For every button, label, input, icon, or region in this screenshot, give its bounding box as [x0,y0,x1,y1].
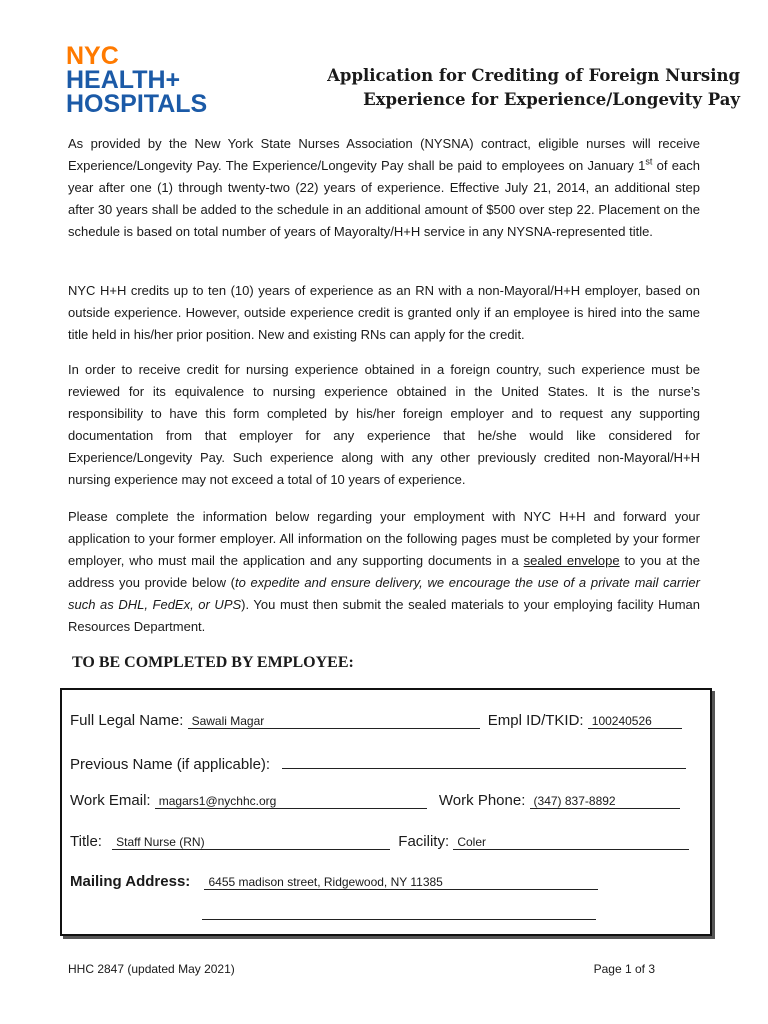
paragraph-3 [68,359,700,491]
previous-name-field[interactable] [282,754,686,769]
row-email-phone [70,792,680,809]
work-email-field[interactable]: magars1@nychhc.org [155,794,427,809]
logo-line-nyc: NYC [66,42,119,70]
section-heading: TO BE COMPLETED BY EMPLOYEE: [72,654,354,671]
mailing-address-field-2[interactable] [202,905,596,920]
p4-text-c: ). You must then submit the sealed materials to your employing facility Human Resources Department. [68,597,700,634]
logo-line-hospitals: HOSPITALS [66,90,208,118]
work-phone-field[interactable]: (347) 837-8892 [530,794,680,809]
empl-id-field[interactable]: 100240526 [588,714,682,729]
row-title-facility [70,833,689,850]
p2-text: NYC H+H credits up to ten (10) years of experience as an RN with a non-Mayoral/H+H employer, based on outside experience. However, outside experience credit is granted only if an employee is hired into the same title held in his/her prior position. New and existing RNs can apply for the credit. [68,283,700,342]
employee-form [60,688,712,936]
facility-label: Facility: [398,833,450,850]
mailing-address-label: Mailing Address: [70,873,191,890]
footer-form-id: HHC 2847 (updated May 2021) [68,962,235,976]
title-line-2: Experience for Experience/Longevity Pay [363,90,740,109]
paragraph-4 [68,506,700,638]
title-line-1: Application for Crediting of Foreign Nursing [327,66,740,85]
footer-page-number: Page 1 of 3 [593,962,655,976]
logo-health-text: HEALTH [66,66,166,94]
full-name-label: Full Legal Name: [70,712,184,729]
row-mailing-address-2 [202,905,596,924]
mailing-address-field-1[interactable]: 6455 madison street, Ridgewood, NY 11385 [204,875,598,890]
p1-superscript: st [645,156,653,167]
page-title [327,64,740,112]
paragraph-1 [68,133,700,243]
work-phone-label: Work Phone: [438,792,526,809]
paragraph-2 [68,280,700,346]
facility-field[interactable]: Coler [453,835,689,850]
full-name-field[interactable]: Sawali Magar [188,714,480,729]
p4-italic: to expedite and ensure delivery, we encourage the use of a private mail carrier such as DHL, FedEx, or UPS [68,575,700,612]
logo-line-health [66,68,207,92]
row-mailing-address [70,873,598,890]
p4-text-a: Please complete the information below regarding your employment with NYC H+H and forward your application to your former employer. All information on the following pages must be completed by your former employer, who must mail the application and any supporting documents in a [68,509,700,568]
p1-text-b: of each year after one (1) through twenty-two (22) years of experience. Effective July 21, 2014, an additional step after 30 years shall be added to the schedule in an additional amount of $500 over step 22. Placement on the schedule is based on total number of years of Mayoralty/H+H service in any NYSNA-represented title. [68,158,700,239]
previous-name-label: Previous Name (if applicable): [70,756,271,773]
logo-plus: + [165,66,181,94]
empl-id-label: Empl ID/TKID: [487,712,584,729]
work-email-label: Work Email: [70,792,151,809]
p1-text-a: As provided by the New York State Nurses Association (NYSNA) contract, eligible nurses will receive Experience/Longevity Pay. The Experience/Longevity Pay shall be paid to employees on January 1 [68,136,700,173]
p4-text-b: to you at the address you provide below ( [68,553,700,590]
p4-sealed-envelope: sealed envelope [523,553,620,568]
title-label: Title: [70,833,102,850]
title-field[interactable]: Staff Nurse (RN) [112,835,390,850]
p3-text: In order to receive credit for nursing experience obtained in a foreign country, such experience must be reviewed for its equivalence to nursing experience obtained in the United States. It is the nurse’s responsibility to have this form completed by his/her foreign employer and to request any supporting documentation from that employer for any experience that he/she would like considered for Experience/Longevity Pay. Such experience along with any other previously credited non-Mayoral/H+H nursing experience may not exceed a total of 10 years of experience. [68,362,700,487]
row-name [70,712,682,729]
nyc-health-hospitals-logo [66,44,207,116]
row-previous-name [70,754,686,773]
